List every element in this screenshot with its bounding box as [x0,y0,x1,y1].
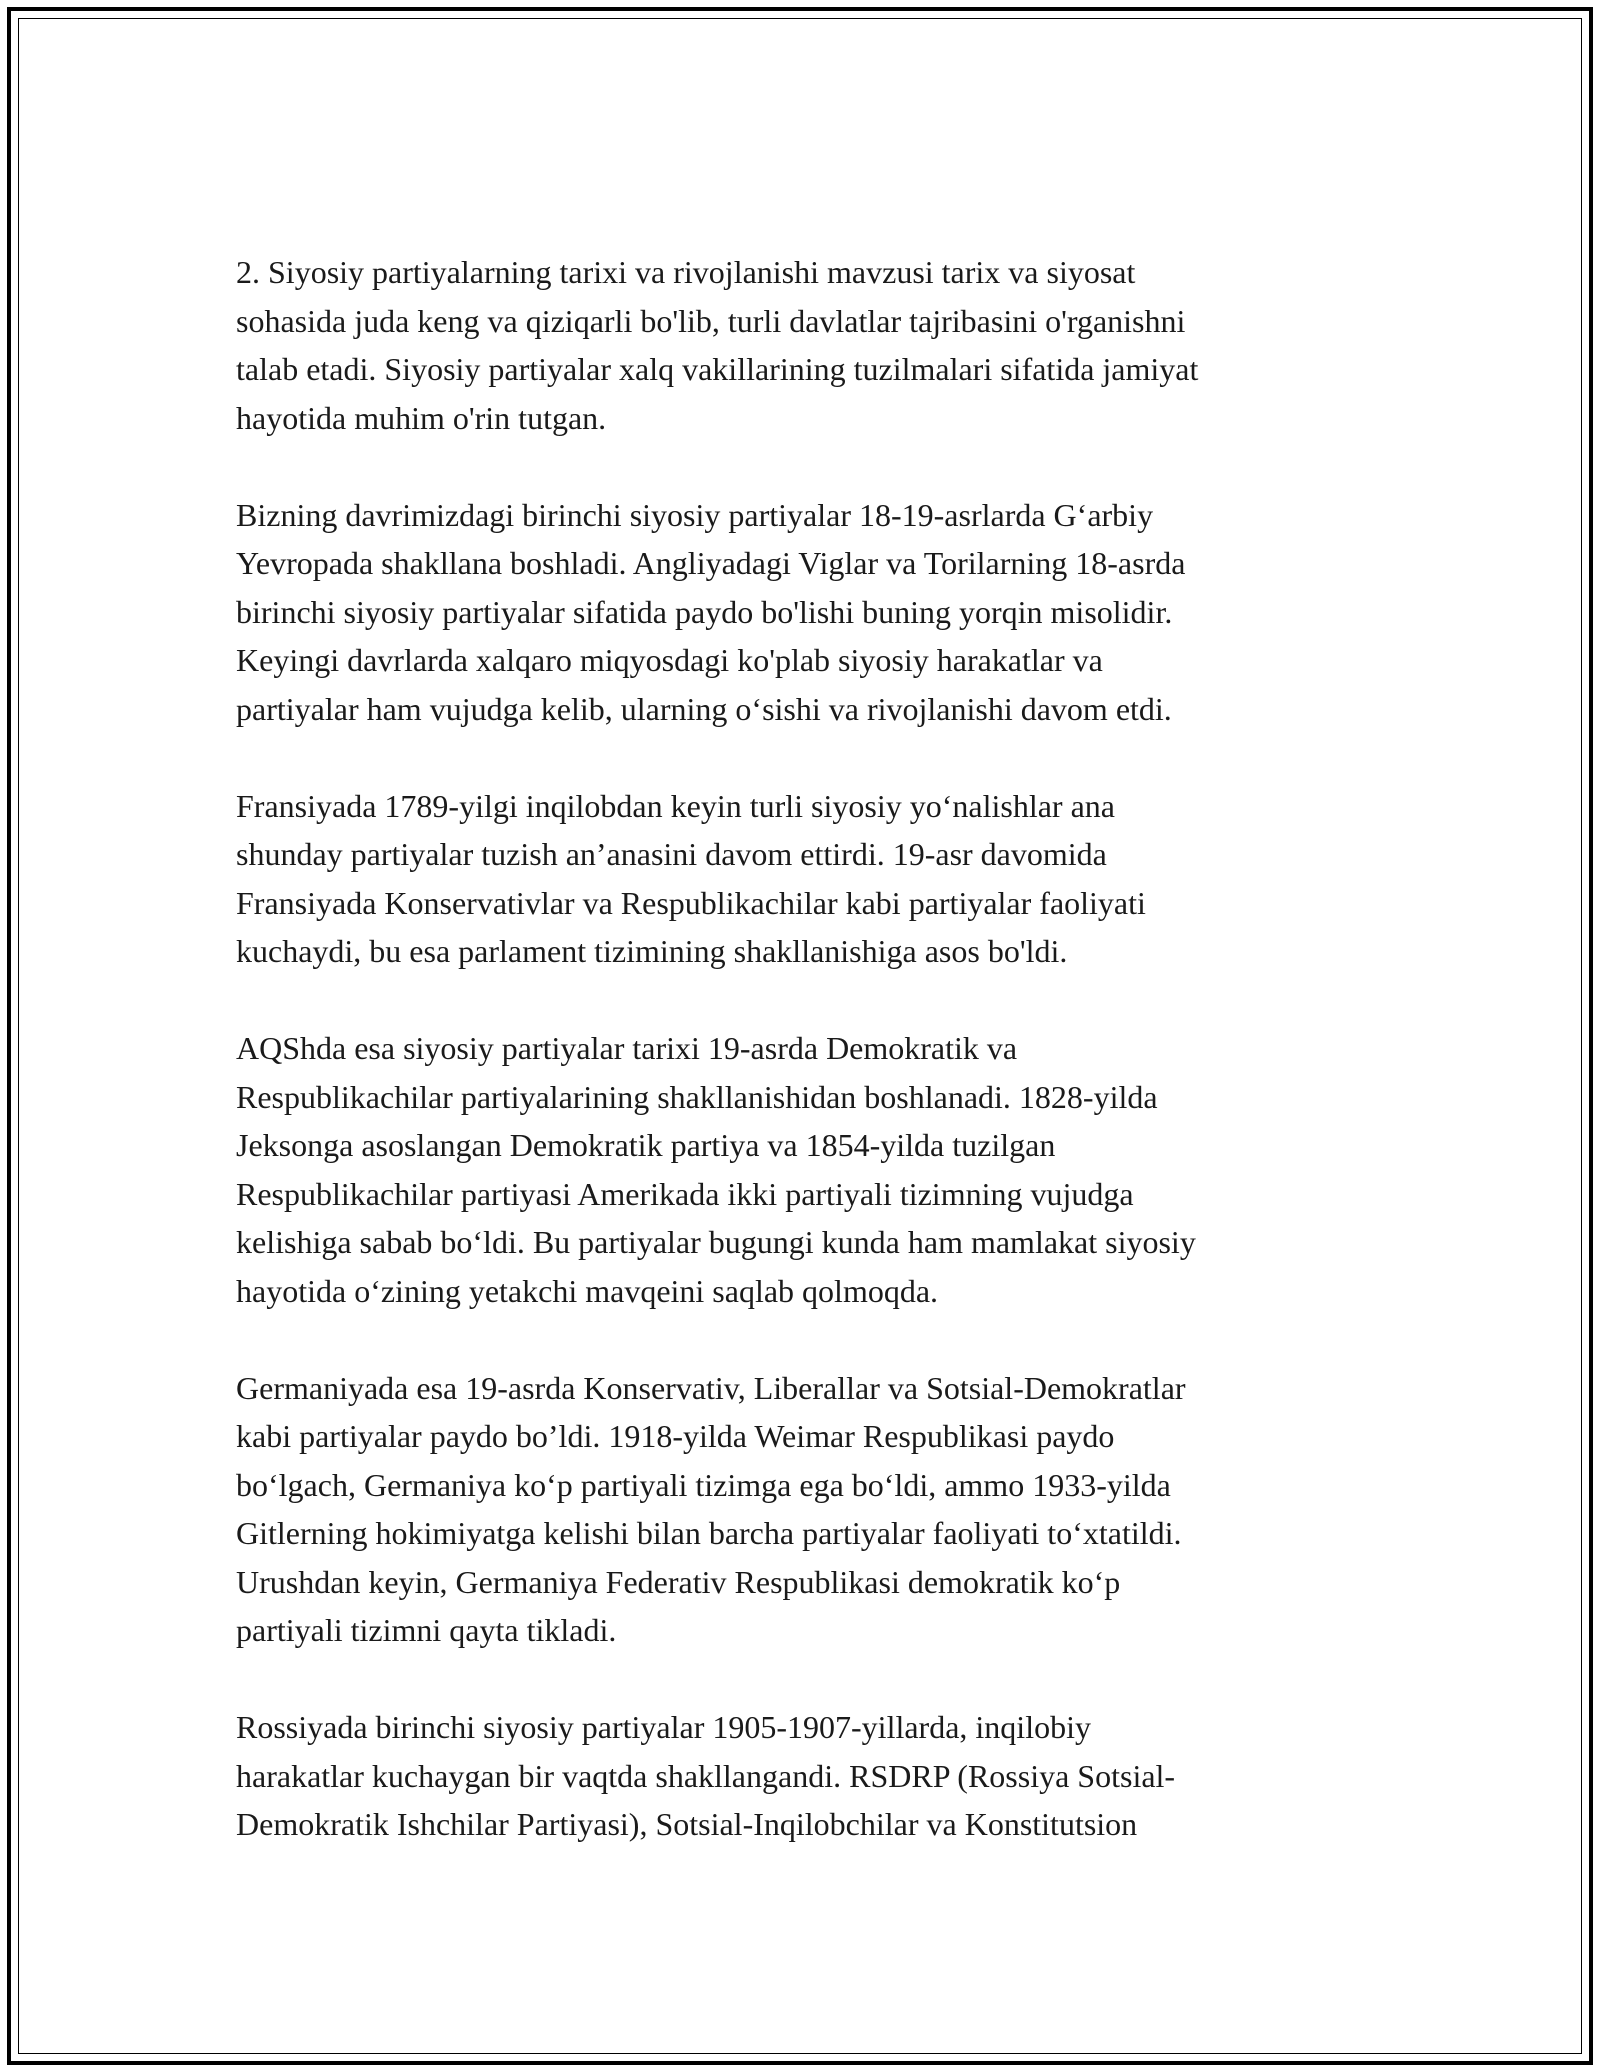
document-body [236,248,1366,1897]
paragraph-france: Fransiyada 1789-yilgi inqilobdan keyin turli siyosiy yo‘nalishlar ana shunday partiyalar tuzish an’anasini davom ettirdi. 19-asr davomida Fransiyada Konservativlar va Respublikachilar kabi partiyalar faoliyati kuchaydi, bu esa parlament tizimining shakllanishiga asos bo'ldi. [236,787,1146,969]
paragraph-western-europe: Bizning davrimizdagi birinchi siyosiy partiyalar 18-19-asrlarda G‘arbiy Yevropada shakllana boshladi. Angliyadagi Viglar va Torilarning 18-asrda birinchi siyosiy partiyalar sifatida paydo bo'lishi buning yorqin misolidir. Keyingi davrlarda xalqaro miqyosdagi ko'plab siyosiy harakatlar va partiyalar ham vujudga kelib, ularning o‘sishi va rivojlanishi davom etdi. [236,496,1186,727]
paragraph-usa: AQShda esa siyosiy partiyalar tarixi 19-asrda Demokratik va Respublikachilar partiyalarining shakllanishidan boshlanadi. 1828-yilda Jeksonga asoslangan Demokratik partiya va 1854-yilda tuzilgan Respublikachilar partiyasi Amerikada ikki partiyali tizimning vujudga kelishiga sabab bo‘ldi. Bu partiyalar bugungi kunda ham mamlakat siyosiy hayotida o‘zining yetakchi mavqeini saqlab qolmoqda. [236,1030,1196,1309]
paragraph-intro: 2. Siyosiy partiyalarning tarixi va rivojlanishi mavzusi tarix va siyosat sohasida juda keng va qiziqarli bo'lib, turli davlatlar tajribasini o'rganishni talab etadi. Siyosiy partiyalar xalq vakillarining tuzilmalari sifatida jamiyat hayotida muhim o'rin tutgan. [236,254,1199,436]
paragraph-russia: Rossiyada birinchi siyosiy partiyalar 1905-1907-yillarda, inqilobiy harakatlar kuchaygan bir vaqtda shakllangandi. RSDRP (Rossiya Sotsial- Demokratik Ishchilar Partiyasi), Sotsial-Inqilobchilar va Konstitutsion [236,1709,1176,1842]
paragraph-germany: Germaniyada esa 19-asrda Konservativ, Liberallar va Sotsial-Demokratlar kabi partiyalar paydo bo’ldi. 1918-yilda Weimar Respublikasi paydo bo‘lgach, Germaniya ko‘p partiyali tizimga ega bo‘ldi, ammo 1933-yilda Gitlerning hokimiyatga kelishi bilan barcha partiyalar faoliyati to‘xtatildi. Urushdan keyin, Germaniya Federativ Respublikasi demokratik ko‘p partiyali tizimni qayta tikladi. [236,1369,1186,1648]
